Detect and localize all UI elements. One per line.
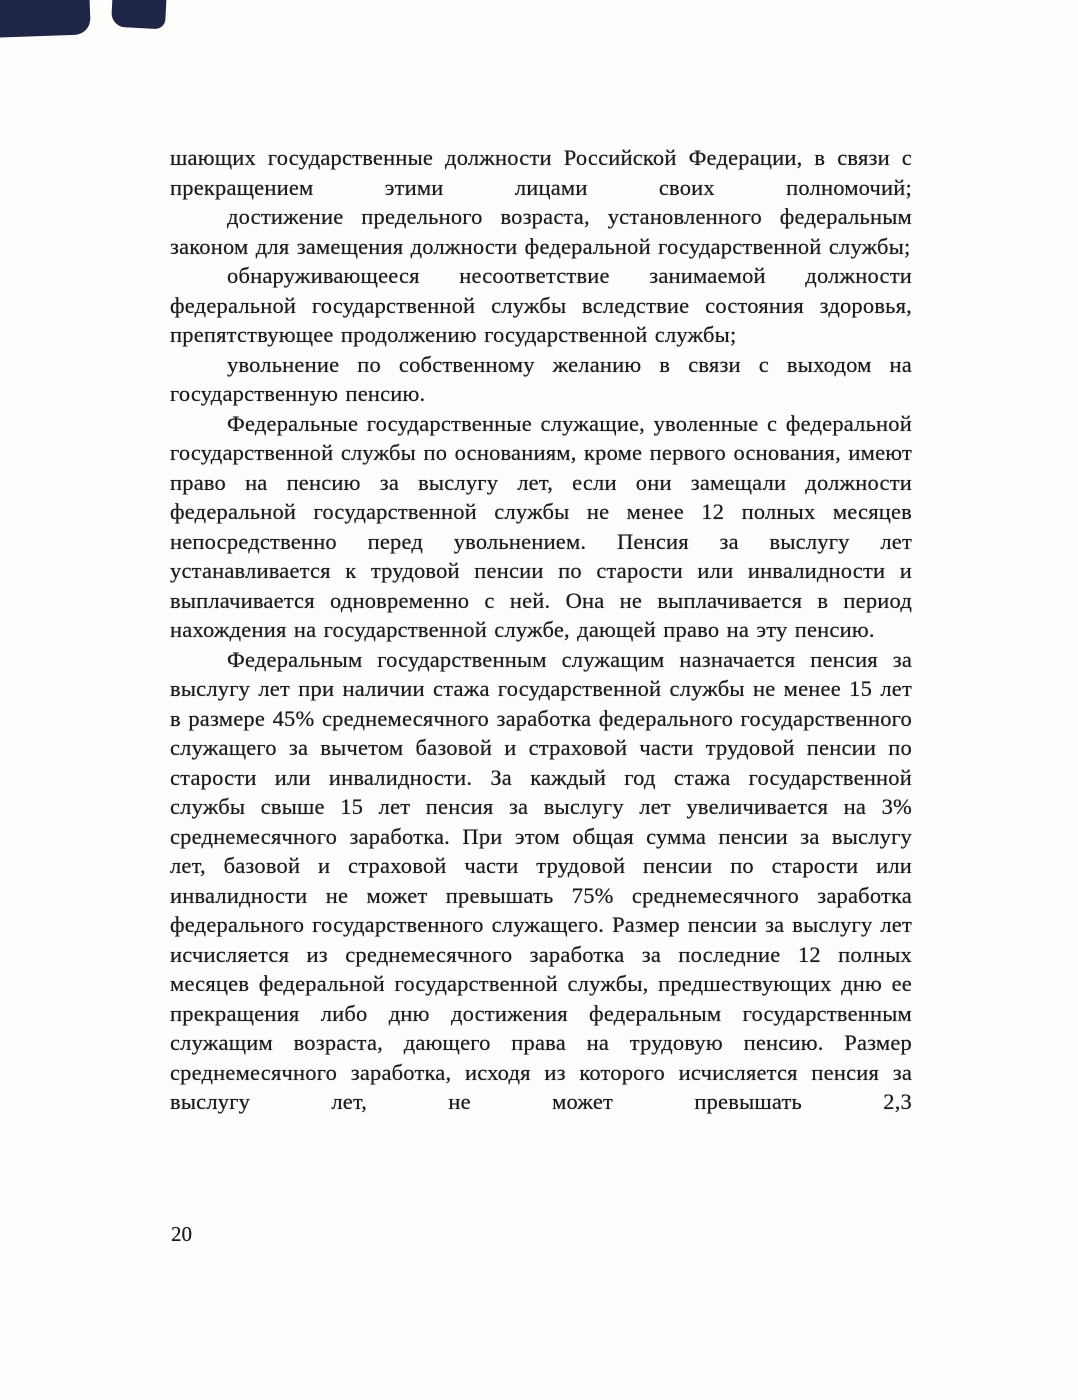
paragraph: увольнение по собственному желанию в связи с выходом на государственную пенсию. bbox=[170, 351, 912, 406]
body-text bbox=[170, 143, 912, 1117]
scan-edge-artifact bbox=[111, 0, 167, 29]
scan-edge-artifact bbox=[0, 0, 91, 38]
paragraph-continuation: шающих государственные должности Российской Федерации, в связи с прекращением этими лицами своих полномочий; bbox=[170, 145, 912, 200]
paragraph: достижение предельного возраста, установленного федеральным законом для замещения должности федеральной государственной службы; bbox=[170, 204, 912, 259]
paragraph: Федеральным государственным служащим назначается пенсия за выслугу лет при наличии стажа государственной службы не менее 15 лет в размере 45% среднемесячного заработка федерального государственного служащего за вычетом базовой и страховой части трудовой пенсии по старости или инвалидности. За каждый год стажа государственной службы свыше 15 лет пенсия за выслугу лет увеличивается на 3% среднемесячного заработка. При этом общая сумма пенсии за выслугу лет, базовой и страховой части трудовой пенсии по старости или инвалидности не может превышать 75% среднемесячного заработка федерального государственного служащего. Размер пенсии за выслугу лет исчисляется из среднемесячного заработка за последние 12 полных месяцев федеральной государственной службы, предшествующих дню ее прекращения либо дню достижения федеральным государственным служащим возраста, дающего права на трудовую пенсию. Размер среднемесячного заработка, исходя из которого исчисляется пенсия за выслугу лет, не может превышать 2,3 bbox=[170, 646, 912, 1114]
paragraph: обнаруживающееся несоответствие занимаемой должности федеральной государственной службы вследствие состояния здоровья, препятствующее продолжению государственной службы; bbox=[170, 263, 912, 347]
paragraph: Федеральные государственные служащие, уволенные с федеральной государственной службы по основаниям, кроме первого основания, имеют право на пенсию за выслугу лет, если они замещали должности федеральной государственной службы не менее 12 полных месяцев непосредственно перед увольнением. Пенсия за выслугу лет устанавливается к трудовой пенсии по старости или инвалидности и выплачивается одновременно с ней. Она не выплачивается в период нахождения на государственной службе, дающей право на эту пенсию. bbox=[170, 410, 912, 642]
page-number: 20 bbox=[171, 1222, 192, 1246]
